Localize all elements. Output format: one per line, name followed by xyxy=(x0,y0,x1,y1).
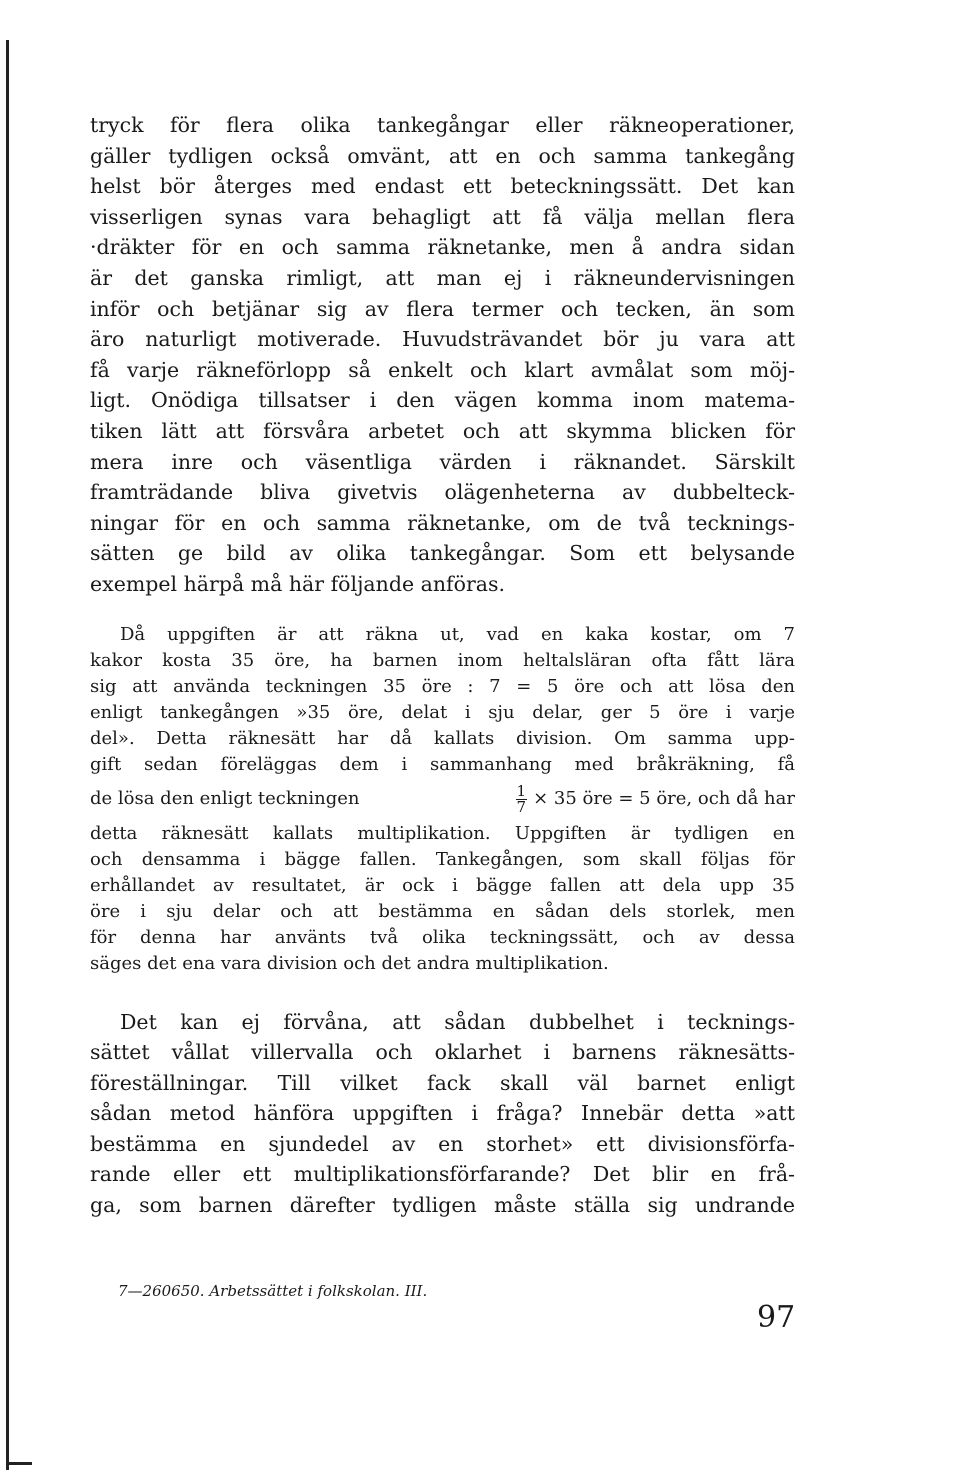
text-line: ningar för en och samma räknetanke, om de två tecknings- xyxy=(90,510,795,535)
paragraph-3 xyxy=(90,1007,795,1221)
text-line: ligt. Onödiga tillsatser i den vägen komma inom matema- xyxy=(90,388,795,413)
text-line: sättet vållat villervalla och oklarhet i barnens räknesätts- xyxy=(90,1040,795,1065)
paragraph-2 xyxy=(90,622,795,977)
text-line: mera inre och väsentliga värden i räknandet. Särskilt xyxy=(90,449,795,474)
text-line: Det kan ej förvåna, att sådan dubbelhet i tecknings- xyxy=(120,1009,795,1034)
text-line: rande eller ett multiplikationsförfarande? Det blir en frå- xyxy=(90,1162,795,1187)
fraction-numerator: 1 xyxy=(516,781,527,800)
text-line: tiken lätt att försvåra arbetet och att skymma blicken för xyxy=(90,418,795,443)
text-line: Då uppgiften är att räkna ut, vad en kaka kostar, om 7 xyxy=(120,623,795,645)
page-edge-line xyxy=(6,40,9,1470)
text-line: öre i sju delar och att bestämma en sådan dels storlek, men xyxy=(90,900,795,922)
text-line: inför och betjänar sig av flera termer och tecken, än som xyxy=(90,296,795,321)
fraction-line-after: × 35 öre = 5 öre, och då har xyxy=(533,788,795,809)
text-line: få varje räkneförlopp så enkelt och klart avmålat som möj- xyxy=(90,357,795,382)
paragraph-1 xyxy=(90,110,795,600)
text-line: visserligen synas vara behagligt att få välja mellan flera xyxy=(90,204,795,229)
text-line: tryck för flera olika tankegångar eller räkneoperationer, xyxy=(90,113,795,137)
text-line: enligt tankegången »35 öre, delat i sju delar, ger 5 öre i varje xyxy=(90,701,795,723)
text-line: sätten ge bild av olika tankegångar. Som ett belysande xyxy=(90,541,795,566)
text-line: äro naturligt motiverade. Huvudsträvandet bör ju vara att xyxy=(90,327,795,352)
text-line: säges det ena vara division och det andra multiplikation. xyxy=(90,952,609,974)
text-line: framträdande bliva givetvis olägenheterna av dubbelteck- xyxy=(90,480,795,505)
fraction-line-before: de lösa den enligt teckningen xyxy=(90,788,360,809)
text-line: bestämma en sjundedel av en storhet» ett divisionsförfa- xyxy=(90,1131,795,1156)
text-line: sig att använda teckningen 35 öre : 7 = 5 öre och att lösa den xyxy=(90,675,795,697)
text-line: kakor kosta 35 öre, ha barnen inom heltalsläran ofta fått lära xyxy=(90,649,795,671)
page-footer: 7—260650. Arbetssättet i folkskolan. III. xyxy=(118,1282,428,1300)
text-line: sådan metod hänföra uppgiften i fråga? Innebär detta »att xyxy=(90,1101,795,1126)
text-line: helst bör återges med endast ett beteckningssätt. Det kan xyxy=(90,174,795,199)
text-line: för denna har använts två olika teckningssätt, och av dessa xyxy=(90,926,795,948)
text-line: del». Detta räknesätt har då kallats division. Om samma upp- xyxy=(90,727,795,749)
text-line: och densamma i bägge fallen. Tankegången, som skall följas för xyxy=(90,848,795,870)
text-line: gift sedan föreläggas dem i sammanhang med bråkräkning, få xyxy=(90,753,795,775)
text-line: detta räknesätt kallats multiplikation. Uppgiften är tydligen en xyxy=(90,822,795,844)
page-body xyxy=(90,110,795,1221)
fraction-line xyxy=(90,781,795,816)
text-line: erhållandet av resultatet, är ock i bägge fallen att dela upp 35 xyxy=(90,874,795,896)
text-line: föreställningar. Till vilket fack skall väl barnet enligt xyxy=(90,1070,795,1095)
fraction xyxy=(516,781,528,816)
text-line: är det ganska rimligt, att man ej i räkneundervisningen xyxy=(90,265,795,290)
fraction-denominator: 7 xyxy=(516,797,527,816)
page-edge-foot xyxy=(6,1462,32,1465)
text-line: exempel härpå må här följande anföras. xyxy=(90,571,506,596)
text-line: ·dräkter för en och samma räknetanke, men å andra sidan xyxy=(90,235,795,260)
text-line: ga, som barnen därefter tydligen måste ställa sig undrande xyxy=(90,1193,795,1218)
page-number: 97 xyxy=(757,1300,796,1335)
text-line: gäller tydligen också omvänt, att en och samma tankegång xyxy=(90,143,795,168)
